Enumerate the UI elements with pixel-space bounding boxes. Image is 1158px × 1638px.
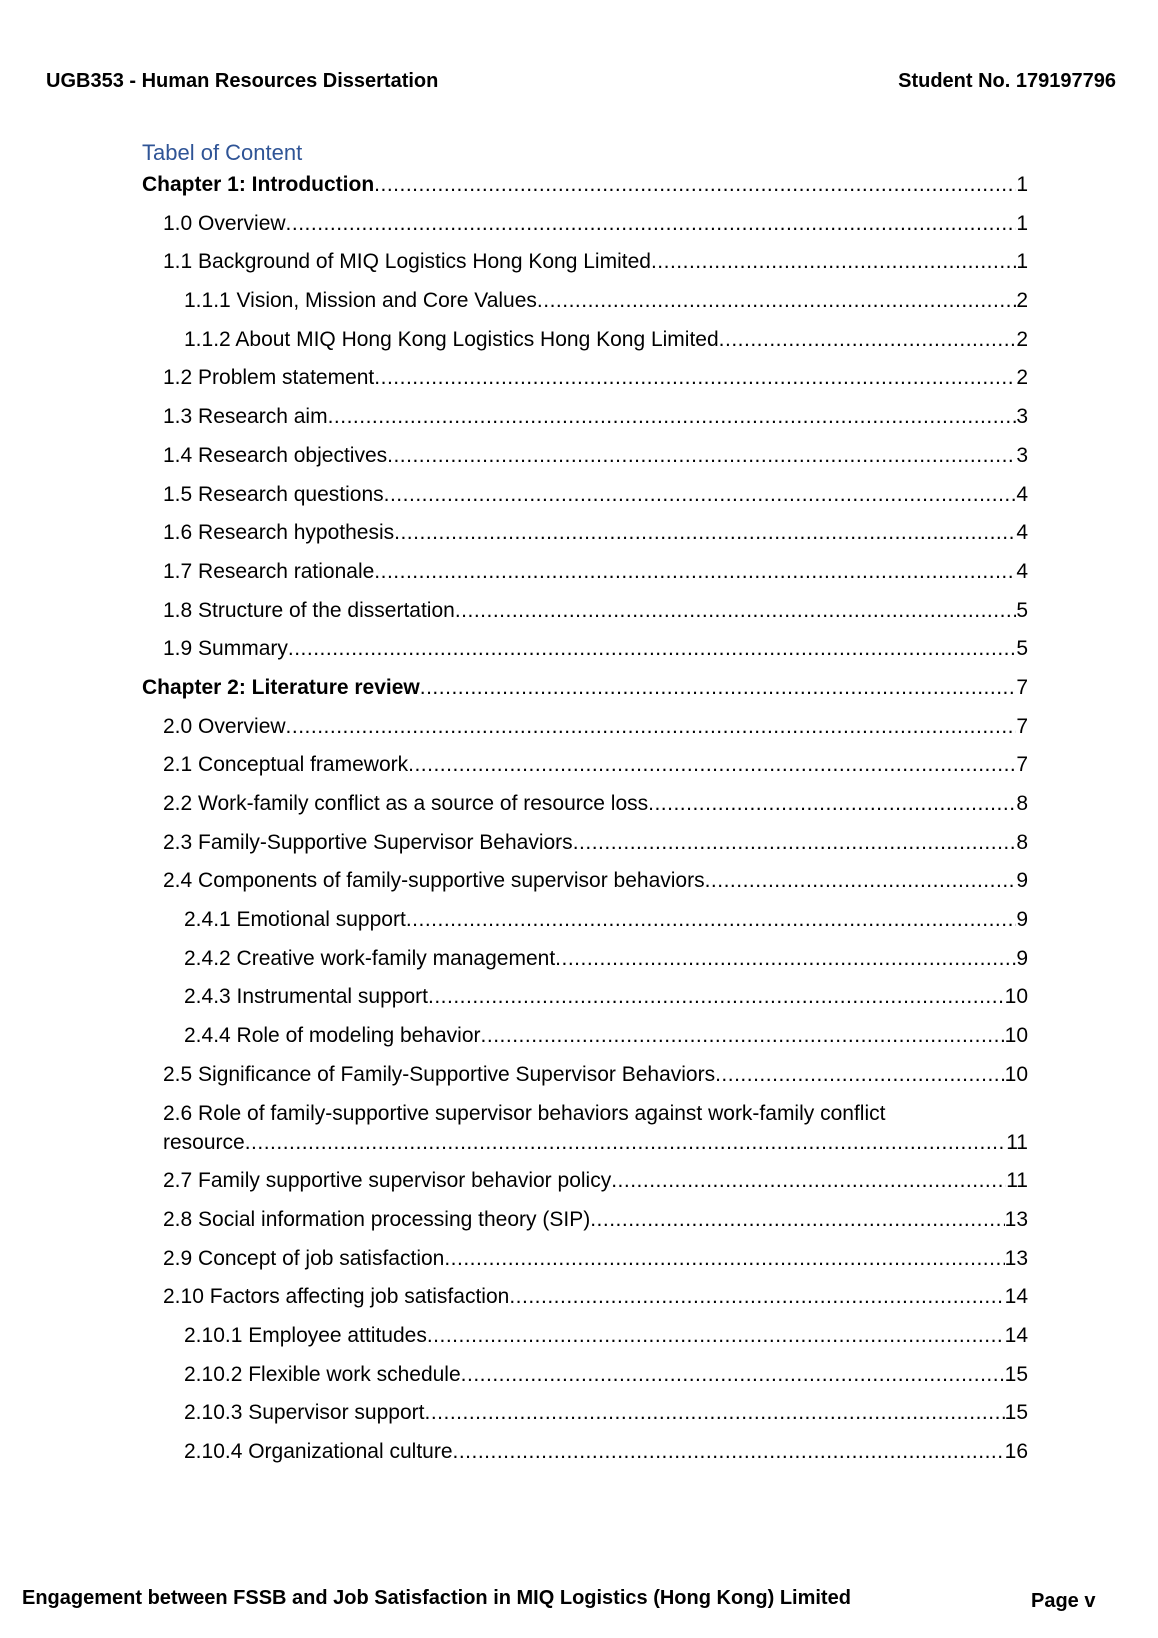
toc-entry-label: 2.2 Work-family conflict as a source of resource loss (163, 792, 649, 815)
toc-entry-label: 2.10.4 Organizational culture (184, 1440, 453, 1463)
toc-entry[interactable] (142, 402, 1028, 431)
toc-entry-page-number: 10 (1004, 1062, 1028, 1086)
toc-entry-page-number: 7 (1016, 753, 1028, 777)
toc-entry[interactable] (142, 1166, 1028, 1195)
toc-dot-leader (651, 247, 1016, 276)
toc-dot-leader (461, 1360, 1005, 1389)
toc-entry-label: 1.1.2 About MIQ Hong Kong Logistics Hong Kong Limited (184, 327, 719, 351)
toc-entry-label: 1.4 Research objectives (163, 443, 388, 467)
toc-dot-leader (245, 1128, 1006, 1157)
toc-dot-leader (424, 1398, 1004, 1427)
toc-dot-leader (408, 750, 1016, 779)
toc-entry-label: Chapter 2: Literature review (142, 675, 420, 699)
toc-dot-leader (286, 209, 1017, 238)
toc-entry-page-number: 14 (1004, 1323, 1028, 1347)
toc-dot-leader (573, 828, 1017, 857)
toc-entry-page-number: 2 (1016, 289, 1028, 313)
toc-entry[interactable] (142, 944, 1028, 973)
toc-entry[interactable] (142, 1205, 1028, 1234)
toc-entry-page-number: 16 (1004, 1440, 1028, 1463)
toc-entry-label: 2.3 Family-Supportive Supervisor Behaviors (163, 830, 573, 854)
toc-dot-leader (374, 557, 1016, 586)
toc-dot-leader (715, 1060, 1005, 1089)
toc-dot-leader (394, 518, 1016, 547)
toc-entry-label-continuation: resource (163, 1130, 245, 1154)
toc-entry-label: 1.5 Research questions (163, 482, 384, 506)
toc-dot-leader (384, 480, 1017, 509)
toc-dot-leader (537, 286, 1016, 315)
toc-entry-label: 1.1.1 Vision, Mission and Core Values (184, 289, 537, 313)
toc-entry[interactable] (142, 209, 1028, 238)
toc-entry-page-number: 8 (1016, 830, 1028, 854)
toc-entry[interactable] (142, 1321, 1028, 1350)
toc-title: Tabel of Content (142, 140, 303, 165)
footer-document-title: Engagement between FSSB and Job Satisfaction in MIQ Logistics (Hong Kong) Limited (22, 1587, 851, 1609)
toc-entry-page-number: 3 (1016, 443, 1028, 467)
toc-dot-leader (555, 944, 1016, 973)
toc-entry[interactable] (142, 325, 1028, 354)
toc-dot-leader (453, 1437, 1005, 1466)
footer-page-number: Page v (1031, 1590, 1096, 1612)
toc-entry[interactable] (142, 518, 1028, 547)
toc-entry-label: 1.8 Structure of the dissertation (163, 598, 455, 622)
toc-dot-leader (648, 789, 1016, 818)
toc-entry-label: 1.6 Research hypothesis (163, 521, 395, 545)
toc-entry[interactable] (142, 557, 1028, 586)
toc-dot-leader (705, 866, 1017, 895)
toc-entry[interactable] (142, 1244, 1028, 1273)
header-student-number: Student No. 179197796 (898, 70, 1116, 92)
toc-entry-page-number: 9 (1016, 869, 1028, 893)
toc-entry-label: 2.4.3 Instrumental support (184, 985, 428, 1009)
toc-entry-page-number: 13 (1004, 1207, 1028, 1231)
toc-entry-label: 1.2 Problem statement (163, 366, 375, 390)
toc-entry-page-number: 10 (1004, 985, 1028, 1009)
toc-entry-label: 2.10 Factors affecting job satisfaction (163, 1285, 510, 1309)
toc-dot-leader (328, 402, 1017, 431)
toc-entry-label: 2.10.3 Supervisor support (184, 1401, 425, 1425)
toc-entry[interactable] (142, 712, 1028, 741)
toc-dot-leader (406, 905, 1017, 934)
toc-entry-page-number: 13 (1004, 1246, 1028, 1270)
toc-entry-page-number: 7 (1016, 714, 1028, 738)
toc-entry-page-number: 11 (1006, 1169, 1028, 1193)
toc-entry-label: 2.10.1 Employee attitudes (184, 1323, 427, 1347)
toc-entry-page-number: 3 (1016, 405, 1028, 429)
toc-entry-label: 2.4 Components of family-supportive supervisor behaviors (163, 869, 705, 893)
toc-entry[interactable] (142, 673, 1028, 702)
toc-entry-page-number: 10 (1004, 1024, 1028, 1048)
toc-entry[interactable] (142, 828, 1028, 857)
toc-entry-label: 1.1 Background of MIQ Logistics Hong Kong Limited (163, 250, 651, 274)
toc-entry[interactable] (142, 596, 1028, 625)
toc-entry[interactable] (142, 363, 1028, 392)
toc-dot-leader (428, 982, 1005, 1011)
toc-entry[interactable] (142, 441, 1028, 470)
toc-dot-leader (444, 1244, 1004, 1273)
toc-dot-leader (374, 170, 1016, 199)
toc-entry-label: 2.0 Overview (163, 714, 286, 738)
toc-entry[interactable] (142, 750, 1028, 779)
toc-entry-page-number: 2 (1016, 366, 1028, 390)
toc-entry[interactable] (142, 982, 1028, 1011)
toc-entry-page-number: 8 (1016, 792, 1028, 815)
toc-entry-page-number: 4 (1016, 521, 1028, 545)
table-of-contents (142, 170, 1028, 1476)
toc-entry-page-number: 15 (1004, 1401, 1028, 1425)
toc-entry-page-number: 15 (1004, 1362, 1028, 1386)
toc-entry-label: 1.0 Overview (163, 211, 286, 235)
toc-dot-leader (374, 363, 1016, 392)
toc-entry-page-number: 1 (1016, 250, 1028, 274)
toc-entry[interactable] (142, 1282, 1028, 1311)
toc-entry-page-number: 14 (1004, 1285, 1028, 1309)
toc-entry[interactable] (142, 1060, 1028, 1089)
toc-entry-page-number: 4 (1016, 559, 1028, 583)
toc-dot-leader (481, 1021, 1005, 1050)
toc-entry[interactable] (142, 634, 1028, 663)
header-course-title: UGB353 - Human Resources Dissertation (46, 70, 439, 92)
toc-dot-leader (387, 441, 1016, 470)
toc-entry[interactable] (142, 480, 1028, 509)
toc-entry-label: 1.3 Research aim (163, 405, 328, 429)
toc-entry-label: 2.4.4 Role of modeling behavior (184, 1024, 481, 1048)
toc-entry-page-number: 4 (1016, 482, 1028, 506)
toc-entry-label: 2.10.2 Flexible work schedule (184, 1362, 461, 1386)
toc-entry-label: Chapter 1: Introduction (142, 173, 375, 196)
toc-dot-leader (611, 1166, 1006, 1195)
toc-entry[interactable] (142, 1398, 1028, 1427)
toc-entry-label: 2.4.1 Emotional support (184, 908, 406, 932)
toc-dot-leader (420, 673, 1017, 702)
toc-entry-page-number: 11 (1006, 1130, 1028, 1154)
toc-dot-leader (427, 1321, 1005, 1350)
toc-entry[interactable] (142, 1099, 1028, 1157)
toc-entry-page-number: 5 (1016, 598, 1028, 622)
toc-entry-label: 2.1 Conceptual framework (163, 753, 409, 777)
toc-entry-page-number: 5 (1016, 637, 1028, 661)
toc-entry[interactable] (142, 247, 1028, 276)
toc-dot-leader (719, 325, 1017, 354)
toc-entry[interactable] (142, 170, 1028, 199)
toc-entry-page-number: 9 (1016, 908, 1028, 932)
toc-entry-label: 2.6 Role of family-supportive supervisor behaviors against work-family conflict (163, 1101, 886, 1125)
toc-dot-leader (590, 1205, 1004, 1234)
toc-entry[interactable] (142, 286, 1028, 315)
toc-dot-leader (288, 634, 1016, 663)
toc-dot-leader (455, 596, 1016, 625)
toc-entry[interactable] (142, 1360, 1028, 1389)
toc-entry-page-number: 2 (1016, 327, 1028, 351)
toc-entry-page-number: 1 (1016, 211, 1028, 235)
toc-entry-label: 2.4.2 Creative work-family management (184, 946, 556, 970)
toc-entry[interactable] (142, 866, 1028, 895)
toc-entry[interactable] (142, 905, 1028, 934)
toc-entry[interactable] (142, 1437, 1028, 1466)
toc-entry-label: 2.5 Significance of Family-Supportive Supervisor Behaviors (163, 1062, 716, 1086)
toc-entry-page-number: 7 (1016, 675, 1028, 699)
toc-entry-page-number: 1 (1016, 173, 1028, 196)
toc-dot-leader (286, 712, 1017, 741)
toc-entry-page-number: 9 (1016, 946, 1028, 970)
toc-entry-label: 1.9 Summary (163, 637, 288, 661)
toc-entry-label: 2.9 Concept of job satisfaction (163, 1246, 445, 1270)
toc-dot-leader (509, 1282, 1004, 1311)
toc-entry[interactable] (142, 789, 1028, 818)
toc-entry-label: 2.7 Family supportive supervisor behavior policy (163, 1169, 612, 1193)
toc-entry-label: 2.8 Social information processing theory (SIP) (163, 1207, 591, 1231)
toc-entry[interactable] (142, 1021, 1028, 1050)
toc-entry-label: 1.7 Research rationale (163, 559, 375, 583)
